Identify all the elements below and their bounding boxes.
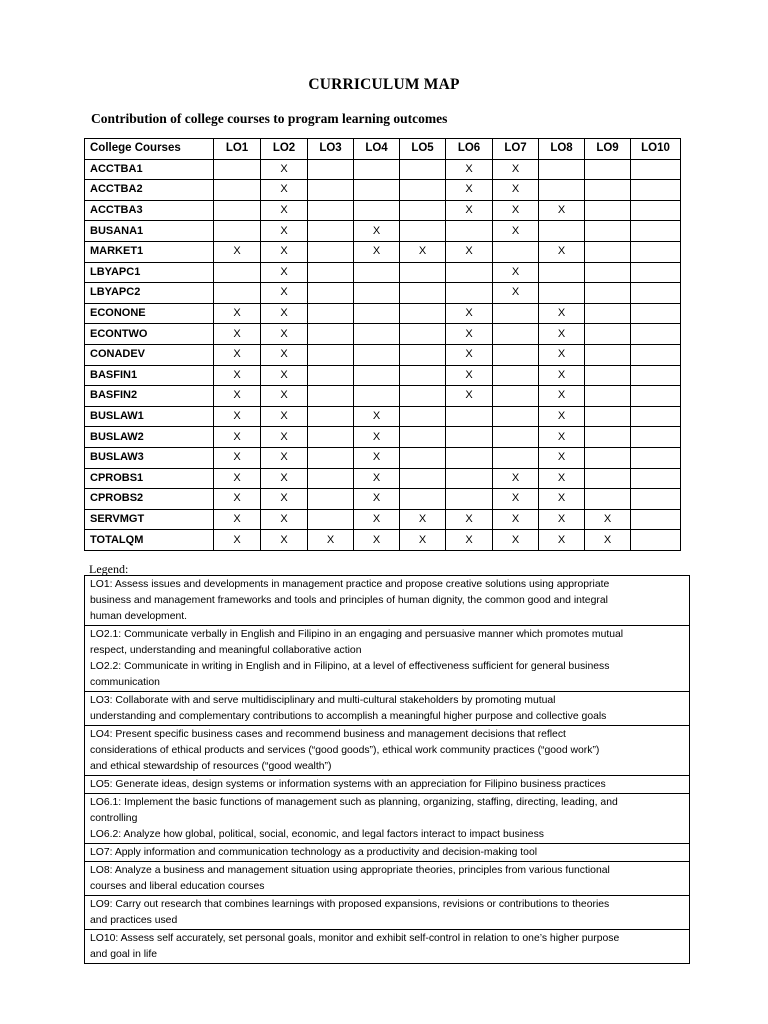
outcome-mark-cell: X (493, 180, 539, 201)
course-name-cell: TOTALQM (85, 530, 214, 551)
legend-text-line: LO6.1: Implement the basic functions of management such as planning, organizing, staffing, directing, leading, and (90, 796, 618, 808)
outcome-mark-cell (400, 324, 446, 345)
outcome-mark-cell: X (261, 344, 308, 365)
outcome-mark-cell (308, 509, 354, 530)
outcome-mark-cell: X (446, 200, 493, 221)
outcome-mark-cell (308, 324, 354, 345)
outcome-mark-cell: X (354, 530, 400, 551)
outcome-mark-cell (631, 241, 681, 262)
table-row (85, 489, 681, 510)
legend-text-line: LO6.2: Analyze how global, political, social, economic, and legal factors interact to impact business (90, 828, 544, 840)
outcome-mark-cell: X (261, 427, 308, 448)
table-row (85, 447, 681, 468)
outcome-mark-cell (308, 180, 354, 201)
outcome-mark-cell (400, 468, 446, 489)
outcome-mark-cell (585, 159, 631, 180)
outcome-mark-cell (493, 386, 539, 407)
outcome-mark-cell: X (446, 324, 493, 345)
outcome-mark-cell (400, 200, 446, 221)
legend-text-line: communication (90, 676, 160, 688)
outcome-mark-cell (631, 386, 681, 407)
outcome-mark-cell (631, 324, 681, 345)
outcome-mark-cell (400, 427, 446, 448)
legend-row (85, 692, 690, 726)
outcome-mark-cell (214, 159, 261, 180)
legend-text-line: and goal in life (90, 948, 158, 960)
column-header-lo10: LO10 (631, 139, 681, 160)
outcome-mark-cell: X (539, 427, 585, 448)
outcome-mark-cell (400, 303, 446, 324)
outcome-mark-cell (354, 386, 400, 407)
outcome-mark-cell: X (493, 262, 539, 283)
outcome-mark-cell (308, 365, 354, 386)
legend-entry (85, 726, 690, 776)
outcome-mark-cell (400, 447, 446, 468)
course-name-cell: BUSLAW1 (85, 406, 214, 427)
outcome-mark-cell (354, 324, 400, 345)
table-row (85, 386, 681, 407)
outcome-mark-cell (585, 283, 631, 304)
outcome-mark-cell (354, 283, 400, 304)
outcome-mark-cell (585, 303, 631, 324)
outcome-mark-cell (631, 406, 681, 427)
outcome-mark-cell (585, 262, 631, 283)
course-name-cell: BUSLAW2 (85, 427, 214, 448)
outcome-mark-cell (308, 489, 354, 510)
outcome-mark-cell (308, 159, 354, 180)
legend-entry (85, 576, 690, 626)
outcome-mark-cell (493, 365, 539, 386)
legend-text-line: LO8: Analyze a business and management situation using appropriate theories, principles from various functional (90, 864, 610, 876)
outcome-mark-cell (631, 283, 681, 304)
outcome-mark-cell (539, 283, 585, 304)
outcome-mark-cell (585, 200, 631, 221)
course-name-cell: BUSLAW3 (85, 447, 214, 468)
legend-text-line: business and management frameworks and tools and principles of human dignity, the common good and integral (90, 594, 608, 606)
outcome-mark-cell (308, 406, 354, 427)
outcome-mark-cell: X (539, 447, 585, 468)
outcome-mark-cell: X (261, 489, 308, 510)
outcome-mark-cell: X (261, 468, 308, 489)
outcome-mark-cell: X (214, 447, 261, 468)
outcome-mark-cell (354, 344, 400, 365)
outcome-mark-cell (631, 365, 681, 386)
course-name-cell: BASFIN2 (85, 386, 214, 407)
legend-text-line: controlling (90, 812, 138, 824)
outcome-mark-cell (214, 221, 261, 242)
outcome-mark-cell: X (354, 489, 400, 510)
course-name-cell: LBYAPC1 (85, 262, 214, 283)
column-header-lo9: LO9 (585, 139, 631, 160)
outcome-mark-cell (585, 221, 631, 242)
outcome-mark-cell (308, 344, 354, 365)
outcome-mark-cell (446, 468, 493, 489)
legend-entry (85, 844, 690, 862)
outcome-mark-cell (585, 241, 631, 262)
legend-text-line: understanding and complementary contributions to accomplish a meaningful higher purpose and collective goals (90, 710, 607, 722)
legend-text-line: LO7: Apply information and communication technology as a productivity and decision-making tool (90, 846, 538, 858)
outcome-mark-cell: X (214, 427, 261, 448)
outcome-mark-cell: X (214, 530, 261, 551)
course-name-cell: ACCTBA1 (85, 159, 214, 180)
outcome-mark-cell (400, 489, 446, 510)
outcome-mark-cell (400, 283, 446, 304)
outcome-mark-cell (585, 447, 631, 468)
column-header-lo8: LO8 (539, 139, 585, 160)
outcome-mark-cell (446, 447, 493, 468)
outcome-mark-cell: X (261, 283, 308, 304)
outcome-mark-cell (631, 159, 681, 180)
column-header-lo6: LO6 (446, 139, 493, 160)
table-row (85, 241, 681, 262)
outcome-mark-cell (308, 303, 354, 324)
outcome-mark-cell: X (446, 180, 493, 201)
course-name-cell: ECONTWO (85, 324, 214, 345)
outcome-mark-cell (308, 427, 354, 448)
page-title: CURRICULUM MAP (308, 76, 460, 93)
outcome-mark-cell (308, 221, 354, 242)
outcome-mark-cell (400, 221, 446, 242)
legend-text-line: respect, understanding and meaningful collaborative action (90, 644, 362, 656)
legend-text-line: LO9: Carry out research that combines learnings with proposed expansions, revisions or contributions to theories (90, 898, 610, 910)
outcome-mark-cell (585, 365, 631, 386)
outcome-mark-cell (493, 303, 539, 324)
outcome-mark-cell: X (261, 509, 308, 530)
outcome-mark-cell (585, 386, 631, 407)
outcome-mark-cell: X (261, 386, 308, 407)
legend-text-line: LO1: Assess issues and developments in management practice and propose creative solutions using appropriate (90, 578, 610, 590)
table-row (85, 180, 681, 201)
course-name-cell: ECONONE (85, 303, 214, 324)
outcome-mark-cell (631, 509, 681, 530)
outcome-mark-cell: X (539, 365, 585, 386)
column-header-lo5: LO5 (400, 139, 446, 160)
outcome-mark-cell: X (214, 303, 261, 324)
outcome-mark-cell: X (539, 200, 585, 221)
outcome-mark-cell: X (261, 200, 308, 221)
outcome-mark-cell: X (261, 530, 308, 551)
outcome-mark-cell: X (354, 406, 400, 427)
outcome-mark-cell (400, 180, 446, 201)
outcome-mark-cell: X (446, 159, 493, 180)
outcome-mark-cell (493, 447, 539, 468)
legend-text-line: LO2.1: Communicate verbally in English and Filipino in an engaging and persuasive manner which promotes mutual (90, 628, 624, 640)
legend-entry (85, 692, 690, 726)
outcome-mark-cell (308, 447, 354, 468)
table-row (85, 427, 681, 448)
table-row (85, 159, 681, 180)
outcome-mark-cell: X (214, 386, 261, 407)
legend-row (85, 930, 690, 964)
outcome-mark-cell (400, 159, 446, 180)
outcome-mark-cell (585, 180, 631, 201)
legend-entry (85, 626, 690, 692)
course-name-cell: LBYAPC2 (85, 283, 214, 304)
outcome-mark-cell (308, 283, 354, 304)
outcome-mark-cell: X (446, 509, 493, 530)
outcome-mark-cell: X (214, 365, 261, 386)
course-name-cell: CONADEV (85, 344, 214, 365)
outcome-mark-cell (446, 221, 493, 242)
outcome-mark-cell: X (493, 489, 539, 510)
outcome-mark-cell: X (539, 468, 585, 489)
outcome-mark-cell: X (308, 530, 354, 551)
outcome-mark-cell: X (539, 489, 585, 510)
outcome-mark-cell (214, 262, 261, 283)
table-row (85, 324, 681, 345)
outcome-mark-cell (308, 468, 354, 489)
legend-text-line: LO3: Collaborate with and serve multidisciplinary and multi-cultural stakeholders by promoting mutual (90, 694, 556, 706)
legend-entry (85, 862, 690, 896)
outcome-mark-cell (631, 447, 681, 468)
outcome-mark-cell (354, 159, 400, 180)
table-row (85, 406, 681, 427)
outcome-mark-cell: X (214, 509, 261, 530)
outcome-mark-cell (539, 221, 585, 242)
outcome-mark-cell (631, 427, 681, 448)
outcome-mark-cell: X (539, 386, 585, 407)
outcome-mark-cell (493, 241, 539, 262)
outcome-mark-cell (631, 303, 681, 324)
table-row (85, 344, 681, 365)
outcome-mark-cell: X (261, 406, 308, 427)
outcome-mark-cell: X (539, 344, 585, 365)
column-header-lo7: LO7 (493, 139, 539, 160)
legend-entry (85, 930, 690, 964)
outcome-mark-cell: X (539, 509, 585, 530)
legend-entry (85, 794, 690, 844)
outcome-mark-cell: X (354, 221, 400, 242)
outcome-mark-cell: X (493, 468, 539, 489)
outcome-mark-cell (631, 221, 681, 242)
column-header-lo2: LO2 (261, 139, 308, 160)
outcome-mark-cell: X (214, 324, 261, 345)
course-name-cell: ACCTBA2 (85, 180, 214, 201)
legend-entry (85, 896, 690, 930)
column-header-lo1: LO1 (214, 139, 261, 160)
legend-row (85, 862, 690, 896)
outcome-mark-cell (354, 200, 400, 221)
outcome-mark-cell (214, 180, 261, 201)
outcome-mark-cell (446, 427, 493, 448)
outcome-mark-cell: X (493, 159, 539, 180)
outcome-mark-cell (631, 468, 681, 489)
column-header-lo4: LO4 (354, 139, 400, 160)
outcome-mark-cell (354, 365, 400, 386)
legend-table (84, 575, 690, 964)
legend-row (85, 776, 690, 794)
outcome-mark-cell: X (261, 324, 308, 345)
table-row (85, 221, 681, 242)
outcome-mark-cell: X (585, 509, 631, 530)
course-name-cell: CPROBS2 (85, 489, 214, 510)
outcome-mark-cell: X (214, 344, 261, 365)
outcome-mark-cell (400, 262, 446, 283)
outcome-mark-cell (214, 200, 261, 221)
outcome-mark-cell (214, 283, 261, 304)
course-name-cell: ACCTBA3 (85, 200, 214, 221)
outcome-mark-cell: X (493, 221, 539, 242)
course-name-cell: MARKET1 (85, 241, 214, 262)
outcome-mark-cell: X (214, 468, 261, 489)
outcome-mark-cell (631, 200, 681, 221)
outcome-mark-cell (539, 180, 585, 201)
table-row (85, 530, 681, 551)
outcome-mark-cell: X (261, 262, 308, 283)
outcome-mark-cell (308, 386, 354, 407)
outcome-mark-cell: X (400, 509, 446, 530)
legend-label: Legend: (89, 562, 129, 576)
legend-text-line: and practices used (90, 914, 178, 926)
outcome-mark-cell: X (493, 283, 539, 304)
outcome-mark-cell: X (539, 530, 585, 551)
outcome-mark-cell: X (493, 530, 539, 551)
legend-text-line: LO2.2: Communicate in writing in English and in Filipino, at a level of effectiveness sufficient for general business (90, 660, 610, 672)
table-row (85, 283, 681, 304)
outcome-mark-cell (446, 283, 493, 304)
table-body (85, 159, 681, 550)
outcome-mark-cell: X (261, 447, 308, 468)
outcome-mark-cell (354, 262, 400, 283)
legend-entry (85, 776, 690, 794)
outcome-mark-cell (585, 406, 631, 427)
outcome-mark-cell: X (261, 241, 308, 262)
legend-text-line: considerations of ethical products and services (“good goods”), ethical work community practices (“good work”) (90, 744, 600, 756)
outcome-mark-cell (493, 344, 539, 365)
outcome-mark-cell (446, 406, 493, 427)
course-name-cell: BUSANA1 (85, 221, 214, 242)
outcome-mark-cell (631, 262, 681, 283)
legend-text-line: courses and liberal education courses (90, 880, 265, 892)
outcome-mark-cell (493, 427, 539, 448)
outcome-mark-cell: X (261, 303, 308, 324)
outcome-mark-cell (631, 344, 681, 365)
legend-row (85, 794, 690, 844)
outcome-mark-cell: X (354, 447, 400, 468)
table-row (85, 509, 681, 530)
outcome-mark-cell: X (261, 221, 308, 242)
outcome-mark-cell: X (539, 241, 585, 262)
outcome-mark-cell (400, 365, 446, 386)
outcome-mark-cell: X (354, 241, 400, 262)
legend-text-line: and ethical stewardship of resources (“good wealth”) (90, 760, 332, 772)
column-header-lo3: LO3 (308, 139, 354, 160)
outcome-mark-cell (585, 344, 631, 365)
column-header-courses: College Courses (85, 139, 214, 160)
legend-text-line: LO10: Assess self accurately, set personal goals, monitor and exhibit self-control in relation to one’s higher purpose (90, 932, 620, 944)
outcome-mark-cell: X (446, 241, 493, 262)
legend-row (85, 576, 690, 626)
legend-row (85, 844, 690, 862)
outcome-mark-cell (631, 489, 681, 510)
outcome-mark-cell: X (400, 241, 446, 262)
outcome-mark-cell: X (539, 303, 585, 324)
outcome-mark-cell: X (446, 386, 493, 407)
course-name-cell: BASFIN1 (85, 365, 214, 386)
outcome-mark-cell: X (446, 303, 493, 324)
legend-text-line: human development. (90, 610, 188, 622)
legend-row (85, 626, 690, 692)
outcome-mark-cell: X (400, 530, 446, 551)
outcome-mark-cell (446, 489, 493, 510)
outcome-mark-cell: X (539, 324, 585, 345)
outcome-mark-cell: X (446, 344, 493, 365)
outcome-mark-cell (400, 344, 446, 365)
outcome-mark-cell: X (354, 427, 400, 448)
outcome-mark-cell (308, 200, 354, 221)
outcome-mark-cell: X (214, 489, 261, 510)
legend-text-line: LO5: Generate ideas, design systems or information systems with an appreciation for Filipino business practices (90, 778, 606, 790)
outcome-mark-cell (539, 159, 585, 180)
outcome-mark-cell (446, 262, 493, 283)
legend-row (85, 896, 690, 930)
outcome-mark-cell (585, 468, 631, 489)
table-row (85, 365, 681, 386)
outcome-mark-cell (354, 303, 400, 324)
outcome-mark-cell (354, 180, 400, 201)
outcome-mark-cell (585, 489, 631, 510)
outcome-mark-cell: X (261, 159, 308, 180)
legend-row (85, 726, 690, 776)
table-header-row (85, 139, 681, 160)
table-row (85, 262, 681, 283)
outcome-mark-cell (493, 406, 539, 427)
curriculum-map-table (84, 138, 681, 551)
outcome-mark-cell: X (354, 468, 400, 489)
outcome-mark-cell: X (585, 530, 631, 551)
outcome-mark-cell (308, 241, 354, 262)
outcome-mark-cell: X (261, 180, 308, 201)
course-name-cell: SERVMGT (85, 509, 214, 530)
outcome-mark-cell: X (493, 509, 539, 530)
outcome-mark-cell (585, 324, 631, 345)
outcome-mark-cell (400, 386, 446, 407)
outcome-mark-cell: X (446, 365, 493, 386)
outcome-mark-cell (585, 427, 631, 448)
legend-text-line: LO4: Present specific business cases and recommend business and management decisions that reflect (90, 728, 566, 740)
page-subtitle: Contribution of college courses to program learning outcomes (91, 111, 448, 126)
course-name-cell: CPROBS1 (85, 468, 214, 489)
outcome-mark-cell: X (214, 241, 261, 262)
outcome-mark-cell (631, 180, 681, 201)
outcome-mark-cell (631, 530, 681, 551)
outcome-mark-cell: X (261, 365, 308, 386)
table-row (85, 468, 681, 489)
outcome-mark-cell (308, 262, 354, 283)
outcome-mark-cell (539, 262, 585, 283)
outcome-mark-cell: X (354, 509, 400, 530)
outcome-mark-cell (493, 324, 539, 345)
outcome-mark-cell: X (214, 406, 261, 427)
outcome-mark-cell: X (446, 530, 493, 551)
outcome-mark-cell: X (493, 200, 539, 221)
outcome-mark-cell: X (539, 406, 585, 427)
table-row (85, 303, 681, 324)
table-row (85, 200, 681, 221)
outcome-mark-cell (400, 406, 446, 427)
